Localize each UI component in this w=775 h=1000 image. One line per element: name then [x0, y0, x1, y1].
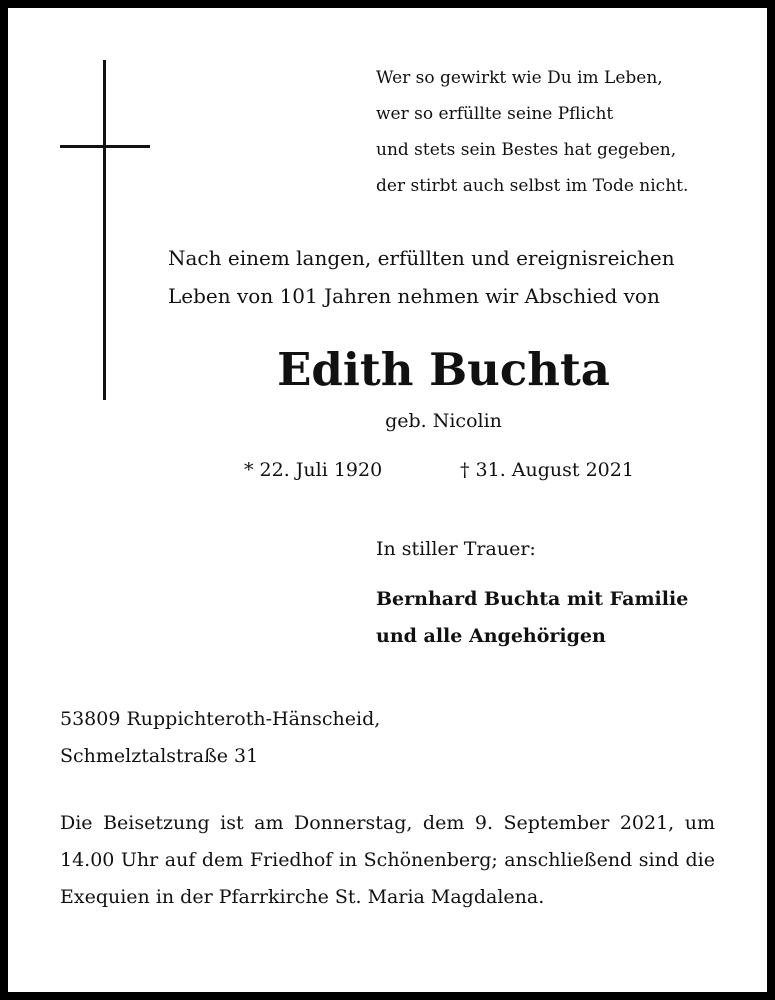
birth-name: geb. Nicolin — [385, 410, 502, 432]
poem — [376, 60, 688, 204]
intro-line: Leben von 101 Jahren nehmen wir Abschied von — [168, 284, 660, 308]
intro-text — [168, 239, 675, 315]
mourner-line: und alle Angehörigen — [376, 625, 606, 647]
burial-notice: Die Beisetzung ist am Donnerstag, dem 9. September 2021, um 14.00 Uhr auf dem Friedhof in Schönenberg; anschließend sind die Exequien in der Pfarrkirche St. Maria Magdalena. — [60, 812, 715, 908]
deceased-name: Edith Buchta — [277, 343, 610, 396]
mourning-label: In stiller Trauer: — [376, 538, 536, 560]
address — [60, 701, 380, 775]
poem-line: wer so erfüllte seine Pflicht — [376, 104, 614, 124]
birth-date: * 22. Juli 1920 — [244, 459, 383, 481]
poem-line: und stets sein Bestes hat gegeben, — [376, 140, 677, 160]
address-line: Schmelztalstraße 31 — [60, 745, 259, 767]
mourner-line: Bernhard Buchta mit Familie — [376, 588, 689, 610]
obituary-page — [8, 8, 767, 992]
mourners — [376, 581, 688, 655]
address-line: 53809 Ruppichteroth-Hänscheid, — [60, 708, 381, 730]
poem-line: Wer so gewirkt wie Du im Leben, — [376, 68, 663, 88]
death-date: † 31. August 2021 — [460, 459, 634, 481]
intro-line: Nach einem langen, erfüllten und ereignisreichen — [168, 246, 675, 270]
cross-horizontal-bar — [60, 145, 150, 148]
poem-line: der stirbt auch selbst im Tode nicht. — [376, 176, 689, 196]
